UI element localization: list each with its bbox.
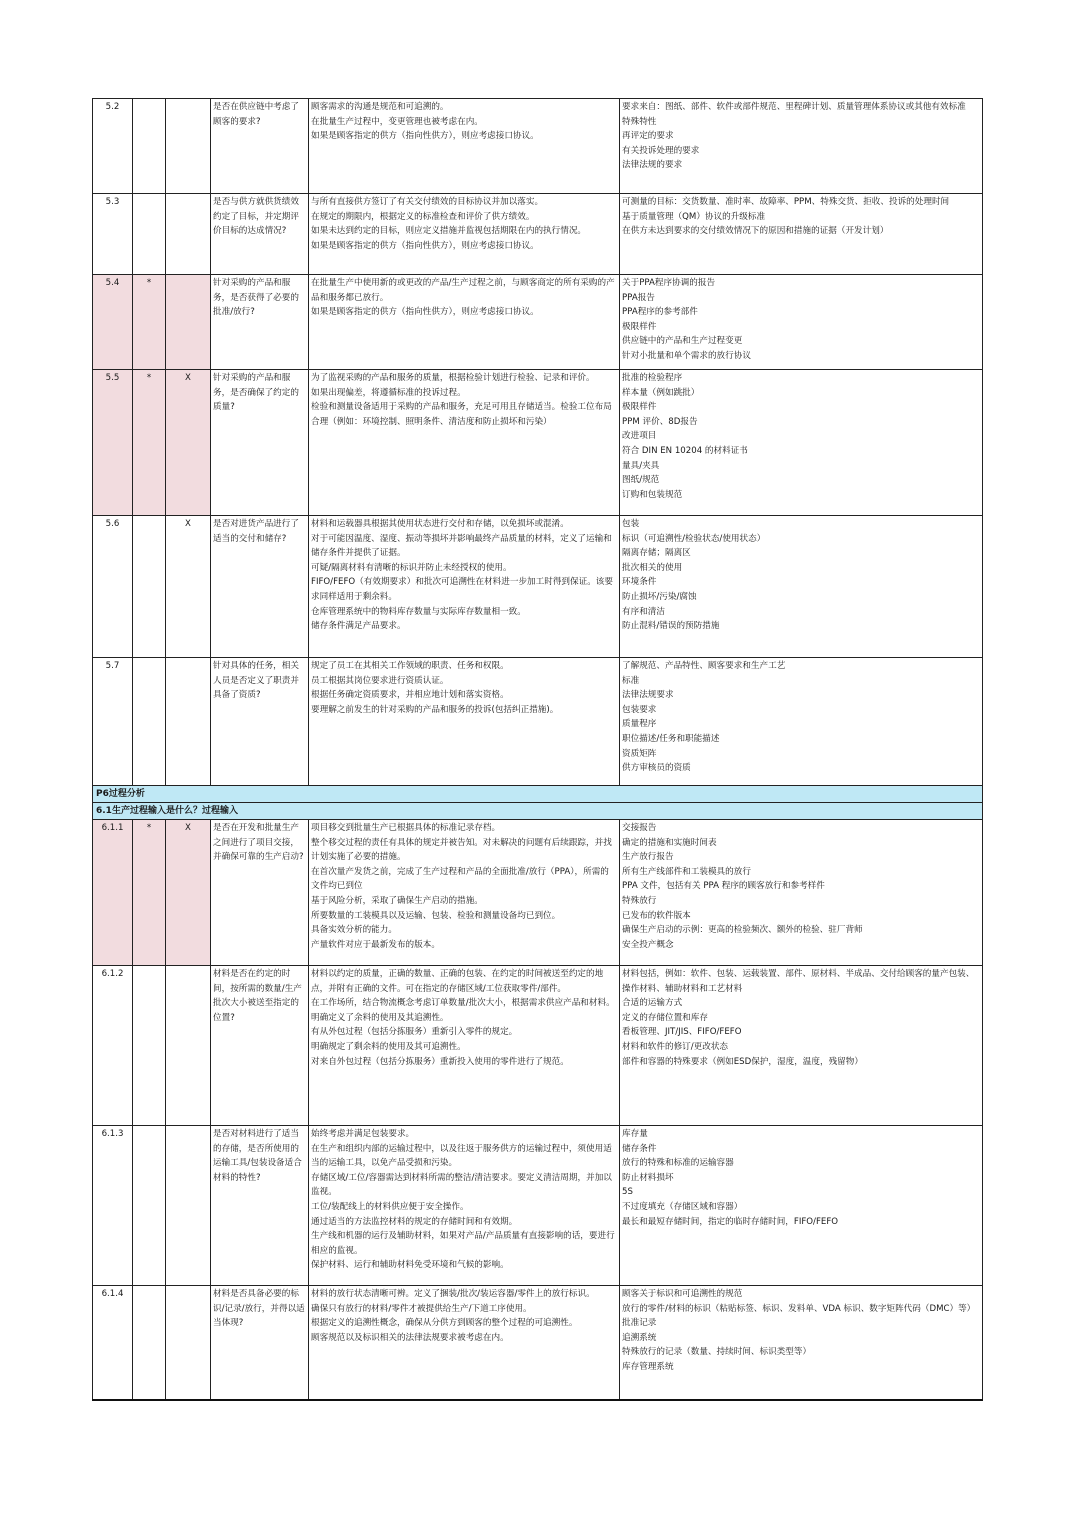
x-marker: X [166,370,211,516]
requirement-line: 员工根据其岗位要求进行资质认证。 [311,675,449,686]
requirement-line: 要理解之前发生的针对采购的产品和服务的投诉(包括纠正措施)。 [311,704,559,715]
evidence-line: 批准记录 [622,1318,657,1329]
requirement-line: 产量软件对应于最新发布的版本。 [311,939,440,950]
star-marker: * [133,275,166,370]
table-body-p5 [93,99,983,786]
table-row [93,820,983,966]
evidence-cell [620,194,983,275]
star-marker: * [133,370,166,516]
evidence-cell [620,1286,983,1400]
item-number: 5.4 [93,275,133,370]
evidence-line: 极限样件 [622,321,657,332]
evidence-cell [620,658,983,786]
requirement-line: 如果是顾客指定的供方（指向性供方），则应考虑接口协议。 [311,307,539,318]
evidence-line: 隔离存储；隔离区 [622,548,691,559]
evidence-line: 了解规范、产品特性、顾客要求和生产工艺 [622,661,786,671]
evidence-line: 图纸/规范 [622,475,660,486]
evidence-line: PPA报告 [622,292,655,303]
table-row [93,99,983,194]
audit-table [92,98,983,1401]
evidence-line: 库存管理系统 [622,1361,674,1372]
evidence-cell [620,275,983,370]
evidence-line: 针对小批量和单个需求的放行协议 [622,350,751,361]
requirement-line: 基于风险分析，采取了确保生产启动的措施。 [311,895,483,906]
evidence-line: 供方审核员的资质 [622,763,691,774]
star-marker [133,658,166,786]
item-number: 6.1.4 [93,1286,133,1400]
evidence-line: 改进项目 [622,431,657,442]
evidence-line: 标识（可追溯性/检验状态/使用状态） [622,533,766,544]
evidence-line: 供应链中的产品和生产过程变更 [622,336,743,347]
question-text: 材料是否在约定的时间，按所需的数量/生产批次大小被送至指定的位置? [211,966,309,1126]
x-marker [166,1286,211,1400]
evidence-line: 库存量 [622,1129,648,1139]
evidence-cell [620,1126,983,1286]
requirements-cell [309,370,620,516]
evidence-line: 交接报告 [622,823,657,833]
evidence-line: 特殊特性 [622,116,657,127]
evidence-line: 订购和包装规范 [622,489,683,500]
requirement-line: 明确定义了余料的使用及其追溯性。 [311,1012,449,1023]
evidence-line: 放行的特殊和标准的运输容器 [622,1158,734,1169]
evidence-line: 关于PPA程序协调的报告 [622,278,716,288]
evidence-line: 有序和清洁 [622,606,665,617]
evidence-cell [620,820,983,966]
evidence-line: 批次相关的使用 [622,562,683,573]
table-row [93,966,983,1126]
evidence-line: 职位描述/任务和职能描述 [622,733,720,744]
evidence-line: 样本量（例如跳批） [622,387,700,398]
evidence-line: 包装要求 [622,704,657,715]
evidence-line: 看板管理、JIT/JIS、FIFO/FEFO [622,1027,742,1038]
question-text: 是否与供方就供货绩效约定了目标，并定期评价目标的达成情况? [211,194,309,275]
evidence-line: 确定的措施和实施时间表 [622,837,717,848]
requirement-line: 通过适当的方法监控材料的规定的存储时间和有效期。 [311,1216,518,1227]
evidence-line: PPA程序的参考部件 [622,307,698,318]
evidence-line: 材料和软件的修订/更改状态 [622,1041,729,1052]
evidence-line: 资质矩阵 [622,748,657,759]
requirement-line: 根据定义的追溯性概念，确保从分供方到顾客的整个过程的可追溯性。 [311,1318,578,1329]
requirement-line: 在批量生产过程中，变更管理也被考虑在内。 [311,116,483,127]
x-marker [166,658,211,786]
item-number: 5.5 [93,370,133,516]
requirement-line: 材料的放行状态清晰可辨。定义了捆装/批次/装运容器/零件上的放行标识。 [311,1289,595,1299]
requirement-line: 在生产和组织内部的运输过程中，以及往返于服务供方的运输过程中，须使用适当的运输工具，以免产品受损和污染。 [311,1143,612,1169]
evidence-line: 符合 DIN EN 10204 的材料证书 [622,445,748,456]
evidence-line: 再评定的要求 [622,131,674,142]
evidence-line: 最长和最短存储时间，指定的临时存储时间，FIFO/FEFO [622,1216,839,1227]
requirement-line: 存储区域/工位/容器需达到材料所需的整洁/清洁要求。要定义清洁周期，并加以监视。 [311,1172,612,1198]
question-text: 是否对材料进行了适当的存储，是否所使用的运输工具/包装设备适合材料的特性? [211,1126,309,1286]
requirement-line: 可疑/隔离材料有清晰的标识并防止未经授权的使用。 [311,562,512,573]
evidence-cell [620,516,983,658]
evidence-line: 特殊放行 [622,895,657,906]
evidence-line: 生产放行报告 [622,852,674,863]
requirement-line: 项目移交到批量生产已根据具体的标准记录存档。 [311,823,501,833]
requirement-line: 对于可能因温度、湿度、振动等损坏并影响最终产品质量的材料，定义了运输和储存条件并提供了证据。 [311,533,612,559]
evidence-line: 特殊放行的记录（数量、持续时间、标识类型等） [622,1347,812,1358]
requirement-line: 仓库管理系统中的物料库存数量与实际库存数量相一致。 [311,606,526,617]
x-marker: X [166,820,211,966]
item-number: 6.1.2 [93,966,133,1126]
requirement-line: 与所有直接供方签订了有关交付绩效的目标协议并加以落实。 [311,197,544,207]
requirements-cell [309,275,620,370]
evidence-line: 极限样件 [622,402,657,413]
requirement-line: 顾客规范以及标识相关的法律法规要求被考虑在内。 [311,1332,509,1343]
requirement-line: 如果出现偏差，将遵循标准的投诉过程。 [311,387,466,398]
evidence-line: 材料包括，例如：软件、包装、运载装置、部件、原材料、半成品、交付给顾客的量产包装、操作材料、辅助材料和工艺材料 [622,969,975,994]
section-row-p6 [93,786,983,803]
evidence-line: PPM 评价、8D报告 [622,416,698,427]
requirement-line: 保护材料、运行和辅助材料免受环境和气候的影响。 [311,1260,509,1271]
section-title-6-1: 6.1生产过程输入是什么？过程输入 [93,803,983,820]
evidence-line: 确保生产启动的示例：更高的检验频次、额外的检验、驻厂背师 [622,925,863,936]
x-marker [166,194,211,275]
evidence-line: 质量程序 [622,719,657,730]
requirement-line: 明确规定了剩余料的使用及其可追溯性。 [311,1041,466,1052]
requirements-cell [309,966,620,1126]
requirement-line: 有从外包过程（包括分拣服务）重新引入零件的规定。 [311,1027,518,1038]
evidence-cell [620,966,983,1126]
item-number: 5.6 [93,516,133,658]
requirements-cell [309,99,620,194]
evidence-line: 储存条件 [622,1143,657,1154]
requirement-line: 始终考虑并满足包装要求。 [311,1129,415,1139]
requirement-line: 如果是顾客指定的供方（指向性供方），则应考虑接口协议。 [311,131,539,142]
table-row [93,516,983,658]
audit-sheet [92,98,982,1401]
evidence-line: 环境条件 [622,577,657,588]
requirement-line: 生产线和机器的运行及辅助材料，如果对产品/产品质量有直接影响的话，要进行相应的监视。 [311,1231,615,1256]
evidence-line: 防止混料/错误的预防措施 [622,621,720,632]
requirement-line: 储存条件满足产品要求。 [311,621,406,632]
evidence-line: 基于质量管理（QM）协议的升级标准 [622,211,766,222]
x-marker [166,275,211,370]
requirements-cell [309,516,620,658]
evidence-line: 防止材料损坏 [622,1172,674,1183]
question-text: 是否在开发和批量生产之间进行了项目交接，并确保可靠的生产启动? [211,820,309,966]
evidence-line: 可测量的目标：交货数量、准时率、故障率、PPM、特殊交货、拒收、投诉的处理时间 [622,197,950,207]
evidence-line: 安全投产概念 [622,939,674,950]
requirement-line: 在首次量产发货之前，完成了生产过程和产品的全面批准/放行（PPA），所需的文件均已到位 [311,866,609,892]
evidence-line: 5S [622,1187,633,1198]
section-row-6-1 [93,803,983,820]
requirement-line: 所要数量的工装模具以及运输、包装、检验和测量设备均已到位。 [311,910,561,921]
evidence-line: 要求来自：图纸、部件、软件或部件规范、里程碑计划、质量管理体系协议或其他有效标准 [622,102,966,112]
requirement-line: 确保只有放行的材料/零件才被提供给生产/下道工序使用。 [311,1303,532,1314]
evidence-line: 定义的存储位置和库存 [622,1012,708,1023]
evidence-line: 量具/夹具 [622,460,660,471]
evidence-line: 批准的检验程序 [622,373,683,383]
question-text: 针对采购的产品和服务，是否确保了约定的质量? [211,370,309,516]
requirement-line: 如果是顾客指定的供方（指向性供方），则应考虑接口协议。 [311,240,539,251]
star-marker: * [133,820,166,966]
requirements-cell [309,194,620,275]
item-number: 5.2 [93,99,133,194]
evidence-line: 不过度填充（存储区域和容器） [622,1201,743,1212]
requirement-line: 对来自外包过程（包括分拣服务）重新投入使用的零件进行了规范。 [311,1056,569,1067]
evidence-line: 法律法规的要求 [622,160,683,171]
question-text: 针对具体的任务，相关人员是否定义了职责并具备了资质? [211,658,309,786]
section-title-p6: P6过程分析 [93,786,983,803]
evidence-cell [620,99,983,194]
table-row [93,658,983,786]
x-marker: X [166,516,211,658]
evidence-line: 有关投诉处理的要求 [622,145,700,156]
star-marker [133,516,166,658]
evidence-line: 部件和容器的特殊要求（例如ESD保护，湿度，温度，残留物） [622,1056,863,1067]
requirement-line: 顾客需求的沟通是规范和可追溯的。 [311,102,449,112]
evidence-line: 已发布的软件版本 [622,910,691,921]
evidence-cell [620,370,983,516]
evidence-line: 合适的运输方式 [622,998,683,1009]
requirements-cell [309,820,620,966]
evidence-line: 在供方未达到要求的交付绩效情况下的原因和措施的证据（开发计划） [622,226,889,237]
star-marker [133,966,166,1126]
table-body-sections [93,786,983,820]
requirement-line: 工位/装配线上的材料供应便于安全操作。 [311,1201,469,1212]
requirement-line: 材料以约定的质量，正确的数量、正确的包装、在约定的时间被送至约定的地点，并附有正确的文件。可在指定的存储区域/工位获取零件/部件。 [311,969,604,994]
item-number: 6.1.3 [93,1126,133,1286]
evidence-line: 追溯系统 [622,1332,657,1343]
evidence-line: 标准 [622,675,640,686]
requirement-line: 具备实效分析的能力。 [311,925,397,936]
requirement-line: 在规定的期限内，根据定义的标准检查和评价了供方绩效。 [311,211,535,222]
requirements-cell [309,1286,620,1400]
table-row [93,194,983,275]
item-number: 6.1.1 [93,820,133,966]
requirement-line: 检验和测量设备适用于采购的产品和服务，充足可用且存储适当。检验工位布局合理（例如：环境控制、照明条件、清洁度和防止损坏和污染） [311,402,612,427]
requirement-line: 在工作场所，结合物流概念考虑订单数量/批次大小，根据需求供应产品和材料。 [311,998,615,1009]
question-text: 材料是否具备必要的标识/记录/放行，并得以适当体现? [211,1286,309,1400]
star-marker [133,99,166,194]
x-marker [166,1126,211,1286]
star-marker [133,194,166,275]
question-text: 是否在供应链中考虑了顾客的要求? [211,99,309,194]
evidence-line: 法律法规要求 [622,690,674,701]
table-row [93,275,983,370]
item-number: 5.7 [93,658,133,786]
table-row [93,1126,983,1286]
evidence-line: PPA 文件，包括有关 PPA 程序的顾客放行和参考样件 [622,881,825,892]
table-body-p6 [93,820,983,1400]
question-text: 是否对进货产品进行了适当的交付和储存? [211,516,309,658]
table-row [93,370,983,516]
requirement-line: 为了监视采购的产品和服务的质量，根据检验计划进行检验、记录和评价。 [311,373,595,383]
requirements-cell [309,658,620,786]
table-row [93,1286,983,1400]
requirement-line: 材料和运载器具根据其使用状态进行交付和存储，以免损坏或混淆。 [311,519,569,529]
evidence-line: 放行的零件/材料的标识（粘贴标签、标识、发料单、VDA 标识、数字矩阵代码（DMC）等） [622,1303,976,1314]
star-marker [133,1126,166,1286]
evidence-line: 包装 [622,519,640,529]
evidence-line: 顾客关于标识和可追溯性的规范 [622,1289,743,1299]
requirement-line: 整个移交过程的责任有具体的规定并被告知。对未解决的问题有后续跟踪，并找计划实施了必要的措施。 [311,837,612,863]
question-text: 针对采购的产品和服务，是否获得了必要的批准/放行? [211,275,309,370]
star-marker [133,1286,166,1400]
requirements-cell [309,1126,620,1286]
requirement-line: FIFO/FEFO（有效期要求）和批次可追溯性在材料进一步加工时得到保证。该要求同样适用于剩余料。 [311,577,613,602]
evidence-line: 防止损坏/污染/腐蚀 [622,591,697,602]
x-marker [166,99,211,194]
requirement-line: 根据任务确定资质要求，并相应地计划和落实资格。 [311,690,509,701]
requirement-line: 规定了员工在其相关工作领域的职责、任务和权限。 [311,661,509,671]
x-marker [166,966,211,1126]
item-number: 5.3 [93,194,133,275]
requirement-line: 在批量生产中使用新的或更改的产品/生产过程之前，与顾客商定的所有采购的产品和服务都已放行。 [311,278,615,303]
requirement-line: 如果未达到约定的目标，则应定义措施并监视包括期限在内的执行情况。 [311,226,587,237]
evidence-line: 所有生产线部件和工装模具的放行 [622,866,751,877]
